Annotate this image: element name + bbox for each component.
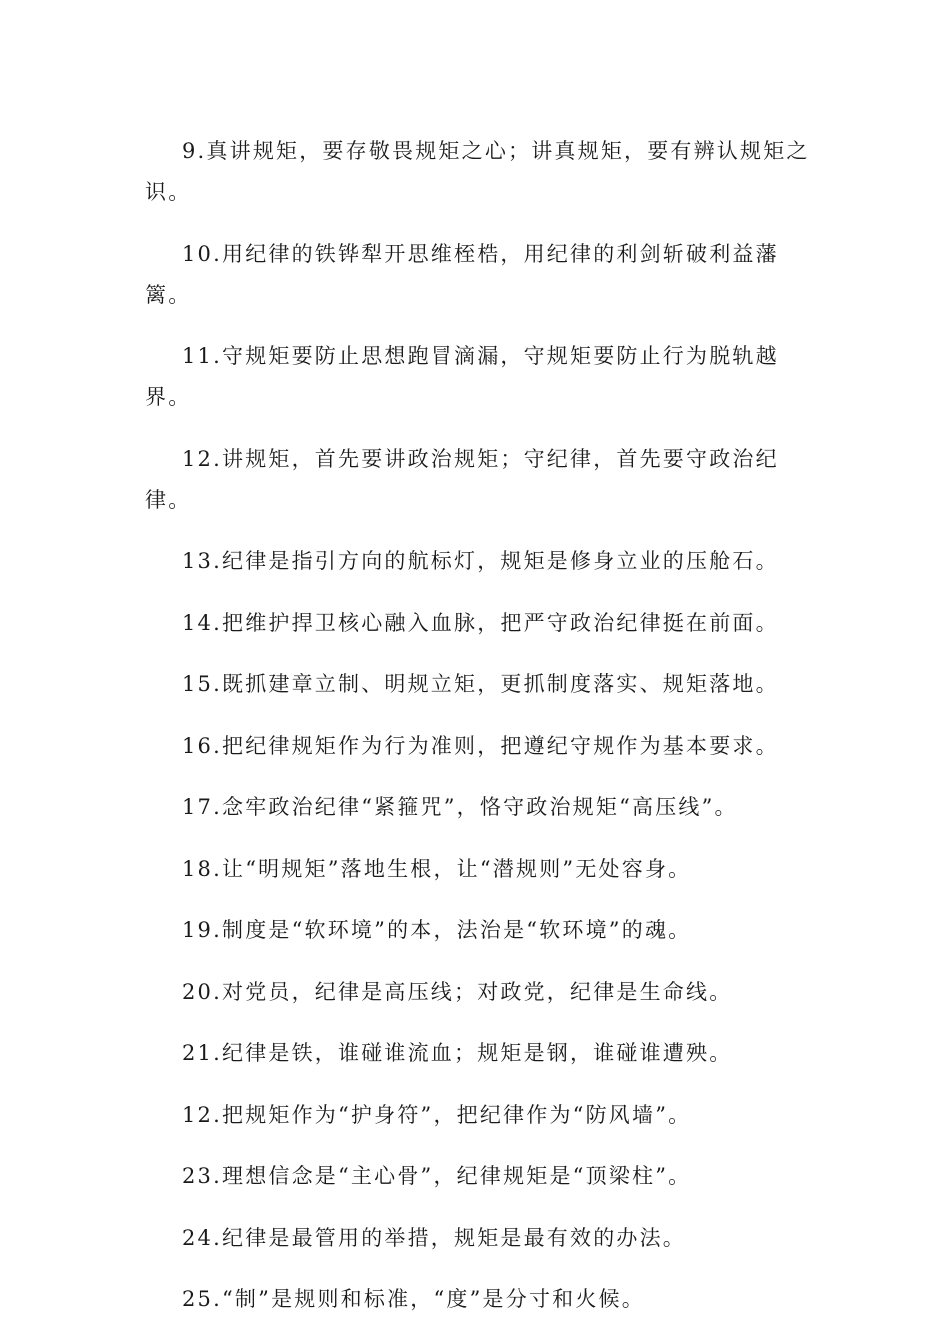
quote-item-16: 16.把纪律规矩作为行为准则，把遵纪守规作为基本要求。 [182, 733, 779, 758]
quote-item-18: 18.让“明规矩”落地生根，让“潜规则”无处容身。 [182, 856, 692, 881]
quote-item-9: 9.真讲规矩，要存敬畏规矩之心；讲真规矩，要有辨认规矩之识。 [145, 139, 810, 204]
quote-item-17: 17.念牢政治纪律“紧箍咒”，恪守政治规矩“高压线”。 [182, 795, 738, 819]
quote-item-22: 12.把规矩作为“护身符”，把纪律作为“防风墙”。 [182, 1102, 692, 1127]
document-body [145, 131, 810, 1341]
quote-item-15: 15.既抓建章立制、明规立矩，更抓制度落实、规矩落地。 [182, 672, 779, 696]
quote-item-24: 24.纪律是最管用的举措，规矩是最有效的办法。 [182, 1225, 686, 1250]
quote-item-23: 23.理想信念是“主心骨”，纪律规矩是“顶梁柱”。 [182, 1164, 692, 1188]
quote-item-13: 13.纪律是指引方向的航标灯，规矩是修身立业的压舱石。 [182, 549, 779, 573]
quote-item-20: 20.对党员，纪律是高压线；对政党，纪律是生命线。 [182, 979, 733, 1004]
quote-item-11: 11.守规矩要防止思想跑冒滴漏，守规矩要防止行为脱轨越界。 [145, 344, 779, 409]
quote-item-14: 14.把维护捍卫核心融入血脉，把严守政治纪律挺在前面。 [182, 610, 779, 635]
quote-item-12: 12.讲规矩，首先要讲政治规矩；守纪律，首先要守政治纪律。 [145, 446, 779, 512]
quote-item-19: 19.制度是“软环境”的本，法治是“软环境”的魂。 [182, 918, 692, 942]
quote-item-21: 21.纪律是铁，谁碰谁流血；规矩是钢，谁碰谁遭殃。 [182, 1041, 733, 1065]
quote-item-10: 10.用纪律的铁铧犁开思维桎梏，用纪律的利剑斩破利益藩篱。 [145, 241, 779, 307]
quote-item-25: 25.“制”是规则和标准，“度”是分寸和火候。 [182, 1287, 645, 1311]
